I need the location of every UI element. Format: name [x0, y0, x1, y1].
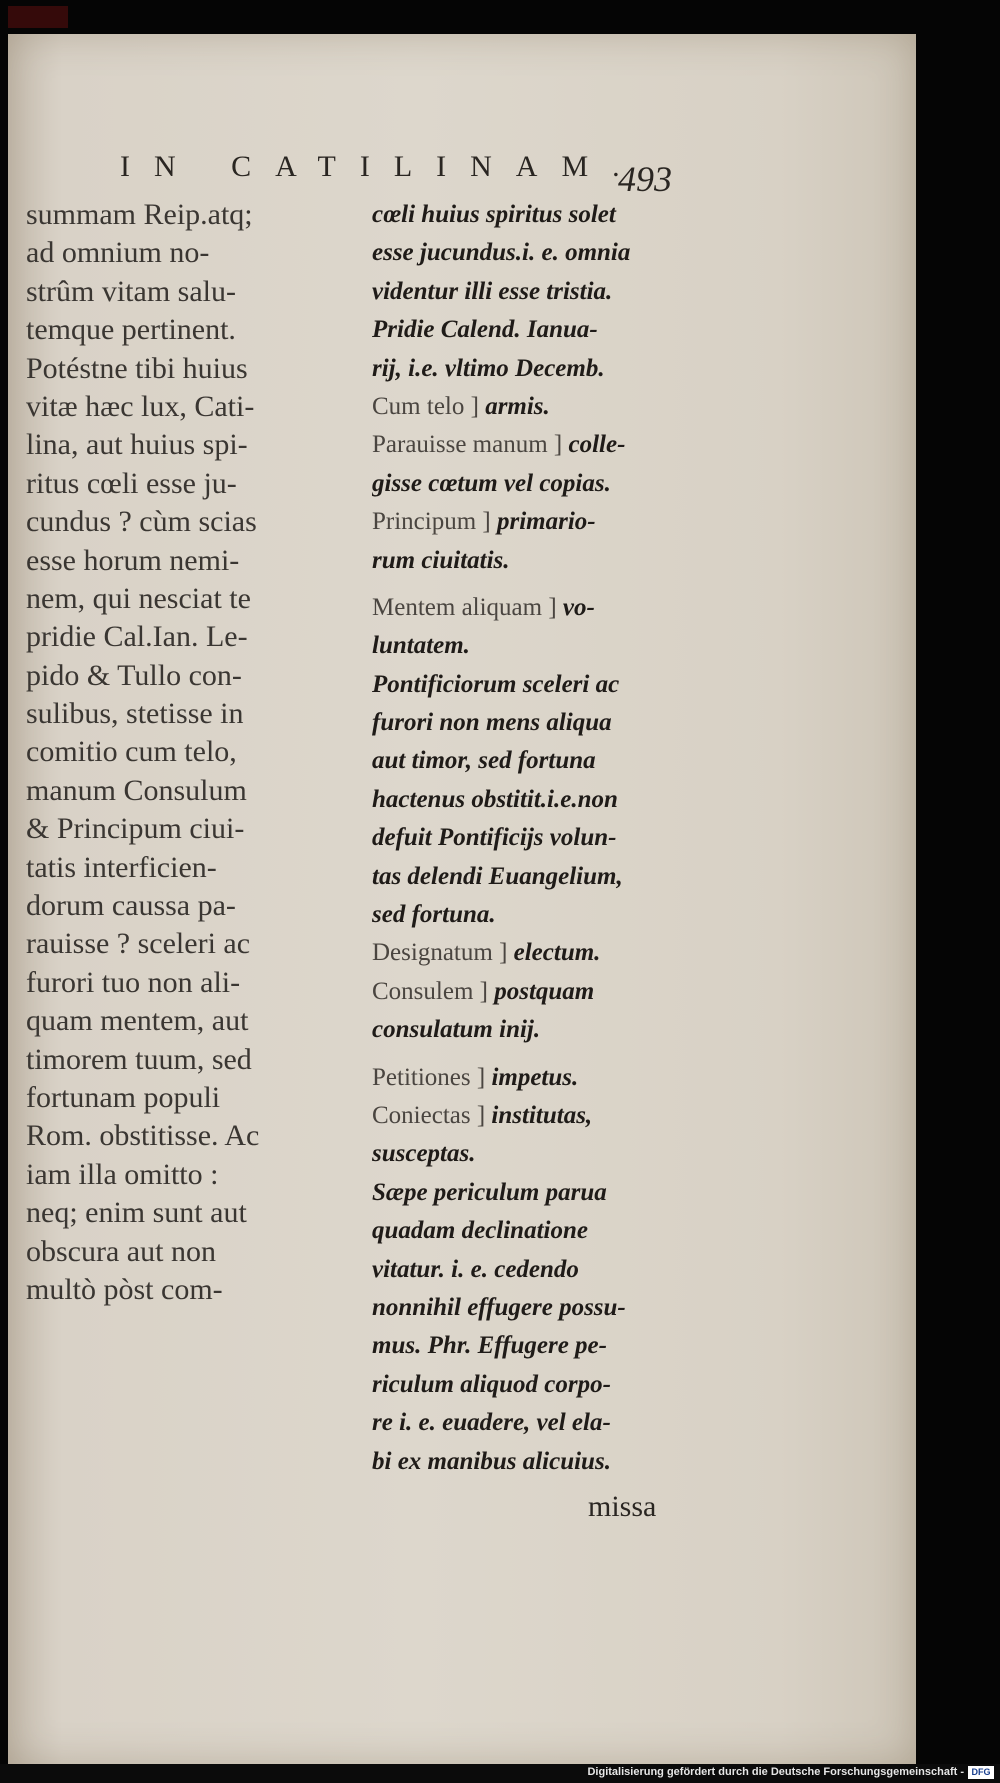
note-gloss: rum ciuitatis.	[372, 546, 510, 574]
note-gloss: Pontificiorum sceleri ac	[372, 670, 620, 698]
note-line	[372, 666, 692, 704]
note-line	[372, 1289, 692, 1327]
note-gloss: primario-	[497, 508, 596, 536]
note-lemma: Principum ]	[372, 508, 491, 536]
main-text-line: obscura aut non	[26, 1234, 216, 1268]
note-gloss: re i. e. euadere, vel ela-	[372, 1409, 611, 1437]
note-gloss: riculum aliquod corpo-	[372, 1370, 611, 1398]
main-text-line: Potéstne tibi huius	[26, 351, 248, 385]
note-line	[372, 896, 692, 934]
note-line	[372, 311, 692, 349]
note-line	[372, 781, 692, 819]
note-gloss: bi ex manibus alicuius.	[372, 1447, 611, 1475]
note-lemma: Parauisse manum ]	[372, 431, 563, 459]
note-line	[372, 1174, 692, 1212]
note-gloss: electum.	[513, 939, 601, 967]
note-line	[372, 1404, 692, 1442]
main-text-line: summam Reip.atq;	[26, 198, 253, 231]
note-lemma: Petitiones ]	[372, 1063, 486, 1091]
note-gloss: nonnihil effugere possu-	[372, 1293, 626, 1321]
note-gloss: susceptas.	[372, 1140, 476, 1168]
note-spacer	[372, 1050, 692, 1059]
note-line	[372, 704, 692, 742]
main-text-line: strûm vitam salu-	[26, 274, 236, 308]
main-text-line: cundus ? cùm scias	[26, 505, 257, 539]
note-gloss: vitatur. i. e. cedendo	[372, 1255, 579, 1283]
note-lemma: Mentem aliquam ]	[372, 593, 557, 621]
main-text-line: nem, qui nesciat te	[26, 581, 251, 615]
main-text-line: furori tuo non ali-	[26, 965, 241, 999]
note-gloss: sed fortuna.	[372, 901, 496, 929]
note-line	[372, 1251, 692, 1289]
note-line	[372, 1443, 692, 1481]
note-line	[372, 503, 692, 541]
note-line	[372, 1366, 692, 1404]
note-gloss: institutas,	[491, 1101, 593, 1129]
note-gloss: hactenus obstitit.i.e.non	[372, 785, 618, 813]
note-gloss: Sæpe periculum parua	[372, 1178, 607, 1206]
main-text-line: esse horum nemi-	[26, 543, 240, 577]
note-gloss: colle-	[568, 431, 626, 459]
note-lemma: Cum telo ]	[372, 392, 479, 420]
note-gloss: rij, i.e. vltimo Decemb.	[372, 354, 605, 382]
note-line	[372, 350, 692, 388]
dfg-logo: DFG	[968, 1766, 994, 1779]
main-text-line: neq; enim sunt aut	[26, 1196, 247, 1230]
digitization-credit: Digitalisierung gefördert durch die Deutsche Forschungsgemeinschaft -	[587, 1766, 964, 1778]
main-text-line: timorem tuum, sed	[26, 1042, 252, 1076]
main-text-line: ad omnium no-	[26, 236, 210, 270]
note-line	[372, 465, 692, 503]
main-text-line: manum Consulum	[26, 773, 247, 807]
note-line	[372, 1011, 692, 1049]
main-text-line: & Principum ciui-	[26, 812, 245, 846]
note-line	[372, 1212, 692, 1250]
note-lemma: Designatum ]	[372, 939, 508, 967]
main-text-line: pido & Tullo con-	[26, 658, 242, 692]
note-line	[372, 542, 692, 580]
main-text-line: temque pertinent.	[26, 313, 236, 347]
note-line	[372, 1135, 692, 1173]
note-line	[372, 934, 692, 972]
note-lemma: Consulem ]	[372, 977, 488, 1005]
main-text-line: tatis interficien-	[26, 850, 217, 884]
note-line	[372, 1097, 692, 1135]
main-text-line: comitio cum telo,	[26, 735, 237, 769]
note-gloss: videntur illi esse tristia.	[372, 277, 613, 305]
note-line	[372, 426, 692, 464]
note-gloss: tas delendi Euangelium,	[372, 862, 623, 890]
main-text-line: sulibus, stetisse in	[26, 697, 244, 731]
catchword: missa	[588, 1490, 657, 1523]
main-text-line: fortunam populi	[26, 1080, 221, 1114]
note-line	[372, 1059, 692, 1097]
note-gloss: furori non mens aliqua	[372, 709, 612, 737]
note-gloss: gisse cœtum vel copias.	[372, 469, 611, 497]
note-line	[372, 1327, 692, 1365]
note-line	[372, 273, 692, 311]
note-gloss: impetus.	[491, 1063, 579, 1091]
note-line	[372, 388, 692, 426]
note-line	[372, 234, 692, 272]
note-gloss: postquam	[494, 977, 595, 1005]
note-gloss: luntatem.	[372, 632, 470, 660]
note-line	[372, 819, 692, 857]
note-gloss: cœli huius spiritus solet	[372, 201, 616, 228]
note-line	[372, 858, 692, 896]
main-text-line: pridie Cal.Ian. Le-	[26, 620, 248, 654]
main-text-line: dorum caussa pa-	[26, 889, 236, 923]
main-text-line: multò pòst com-	[26, 1272, 223, 1306]
note-gloss: vo-	[562, 593, 595, 621]
running-head: IN CATILINAM.	[120, 150, 644, 183]
note-line	[372, 627, 692, 665]
note-line	[372, 589, 692, 627]
page-number: 493	[618, 159, 672, 199]
note-gloss: esse jucundus.i. e. omnia	[372, 239, 631, 267]
main-text-line: rauisse ? sceleri ac	[26, 927, 251, 961]
note-gloss: Pridie Calend. Ianua-	[372, 316, 598, 344]
main-text-line: iam illa omitto :	[26, 1157, 219, 1191]
note-gloss: defuit Pontificijs volun-	[372, 824, 617, 852]
note-gloss: mus. Phr. Effugere pe-	[372, 1332, 607, 1360]
main-text-line: quam mentem, aut	[26, 1004, 249, 1038]
note-line	[372, 196, 692, 234]
main-text-column	[26, 196, 360, 1309]
note-gloss: armis.	[485, 392, 550, 420]
note-spacer	[372, 580, 692, 589]
main-text-line: Rom. obstitisse. Ac	[26, 1119, 260, 1153]
note-lemma: Coniectas ]	[372, 1101, 486, 1129]
note-line	[372, 742, 692, 780]
note-gloss: quadam declinatione	[372, 1217, 588, 1245]
note-gloss: consulatum inij.	[372, 1016, 541, 1044]
commentary-column	[372, 196, 692, 1481]
note-line	[372, 973, 692, 1011]
main-text-line: ritus cœli esse ju-	[26, 466, 237, 500]
note-gloss: aut timor, sed fortuna	[372, 747, 596, 775]
main-text-line: vitæ hæc lux, Cati-	[26, 389, 255, 423]
main-text-line: lina, aut huius spi-	[26, 428, 248, 462]
page-edge-mark	[8, 6, 68, 28]
